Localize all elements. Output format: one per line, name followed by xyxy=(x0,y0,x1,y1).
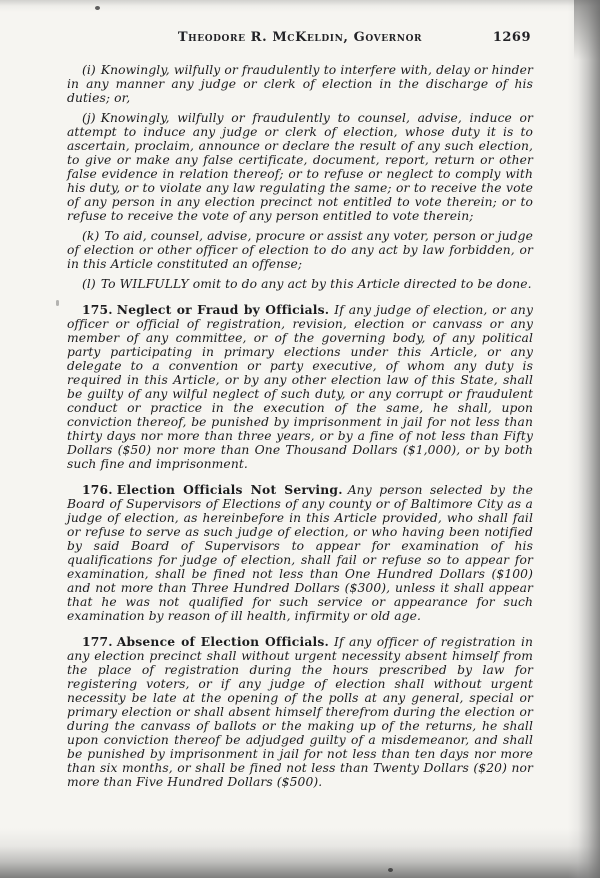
clause-text: To aid, counsel, advise, procure or assist any voter, person or judge of election or other officer of election to do any act by law forbidden, or in this Article constituted an offense; xyxy=(67,229,533,271)
section-177 xyxy=(67,635,533,789)
running-header xyxy=(67,30,533,45)
section-number: 175. xyxy=(82,302,113,317)
clause-label: (j) xyxy=(82,111,96,125)
scan-speck xyxy=(56,300,59,306)
scan-speck xyxy=(388,868,393,872)
clause-paragraph-l xyxy=(67,277,533,291)
text-block xyxy=(67,30,533,795)
section-heading: Election Officials Not Serving. xyxy=(116,482,343,497)
clause-text: Knowingly, wilfully or fraudulently to interfere with, delay or hinder in any manner any judge or clerk of election in the discharge of his duties; or, xyxy=(67,63,533,105)
section-number: 177. xyxy=(82,634,113,649)
section-body: Any person selected by the Board of Supervisors of Elections of any county or of Baltimore City as a judge of election, as hereinbefore in this Article provided, who shall fail or refuse to serve as such judge of election, or who having been notified by said Board of Supervisors to appear for examination of his qualifications for judge of election, shall fail or refuse so to appear for examination, shall be fined not less than One Hundred Dollars ($100) and not more than Three Hundred Dollars ($300), unless it shall appear that he was not qualified for such service or appearance for such examination by reason of ill health, infirmity or old age. xyxy=(67,483,533,623)
clause-label: (i) xyxy=(82,63,96,77)
section-body: If any officer of registration in any election precinct shall without urgent necessity absent himself from the place of registration during the hours prescribed by law for registering voters, or if any judge of election shall without urgent necessity be late at the opening of the polls at any general, special or primary election or shall absent himself therefrom during the election or during the canvass of ballots or the making up of the returns, he shall upon conviction thereof be adjudged guilty of a misdemeanor, and shall be punished by imprisonment in jail for not less than ten days nor more than six months, or shall be fined not less than Twenty Dollars ($20) nor more than Five Hundred Dollars ($500). xyxy=(67,635,533,789)
section-175 xyxy=(67,303,533,471)
section-heading: Absence of Election Officials. xyxy=(116,634,330,649)
section-number: 176. xyxy=(82,482,113,497)
clause-paragraph-k xyxy=(67,229,533,271)
clause-paragraph-i xyxy=(67,63,533,105)
section-body: If any judge of election, or any officer or official of registration, revision, election or canvass or any member of any committee, or of the governing body, of any political party participating in primary elections under this Article, or any delegate to a convention or party executive, of whom any duty is required in this Article, or by any other election law of this State, shall be guilty of any wilful neglect of such duty, or any corrupt or fraudulent conduct or practice in the execution of the same, he shall, upon conviction thereof, be punished by imprisonment in jail for not less than thirty days nor more than three years, or by a fine of not less than Fifty Dollars ($50) nor more than One Thousand Dollars ($1,000), or by both such fine and imprisonment. xyxy=(67,303,533,471)
page-number: 1269 xyxy=(492,30,531,45)
running-header-title: Theodore R. McKeldin, Governor xyxy=(177,30,423,45)
scan-speck xyxy=(95,6,100,10)
scan-corner-shadow xyxy=(574,0,600,60)
clause-text: Knowingly, wilfully or fraudulently to counsel, advise, induce or attempt to induce any judge or clerk of election, whose duty it is to ascertain, proclaim, announce or declare the result of any such election, to give or make any false certificate, document, report, return or other false evidence in relation thereof; or to refuse or neglect to comply with his duty, or to violate any law regulating the same; or to receive the vote of any person in any election precinct not entitled to vote therein; or to refuse to receive the vote of any person entitled to vote therein; xyxy=(67,111,533,223)
clause-paragraph-j xyxy=(67,111,533,223)
clause-label: (l) xyxy=(82,277,96,291)
section-176 xyxy=(67,483,533,623)
section-heading: Neglect or Fraud by Officials. xyxy=(116,302,330,317)
clause-text: To WILFULLY omit to do any act by this Article directed to be done. xyxy=(100,277,532,291)
clause-label: (k) xyxy=(82,229,100,243)
